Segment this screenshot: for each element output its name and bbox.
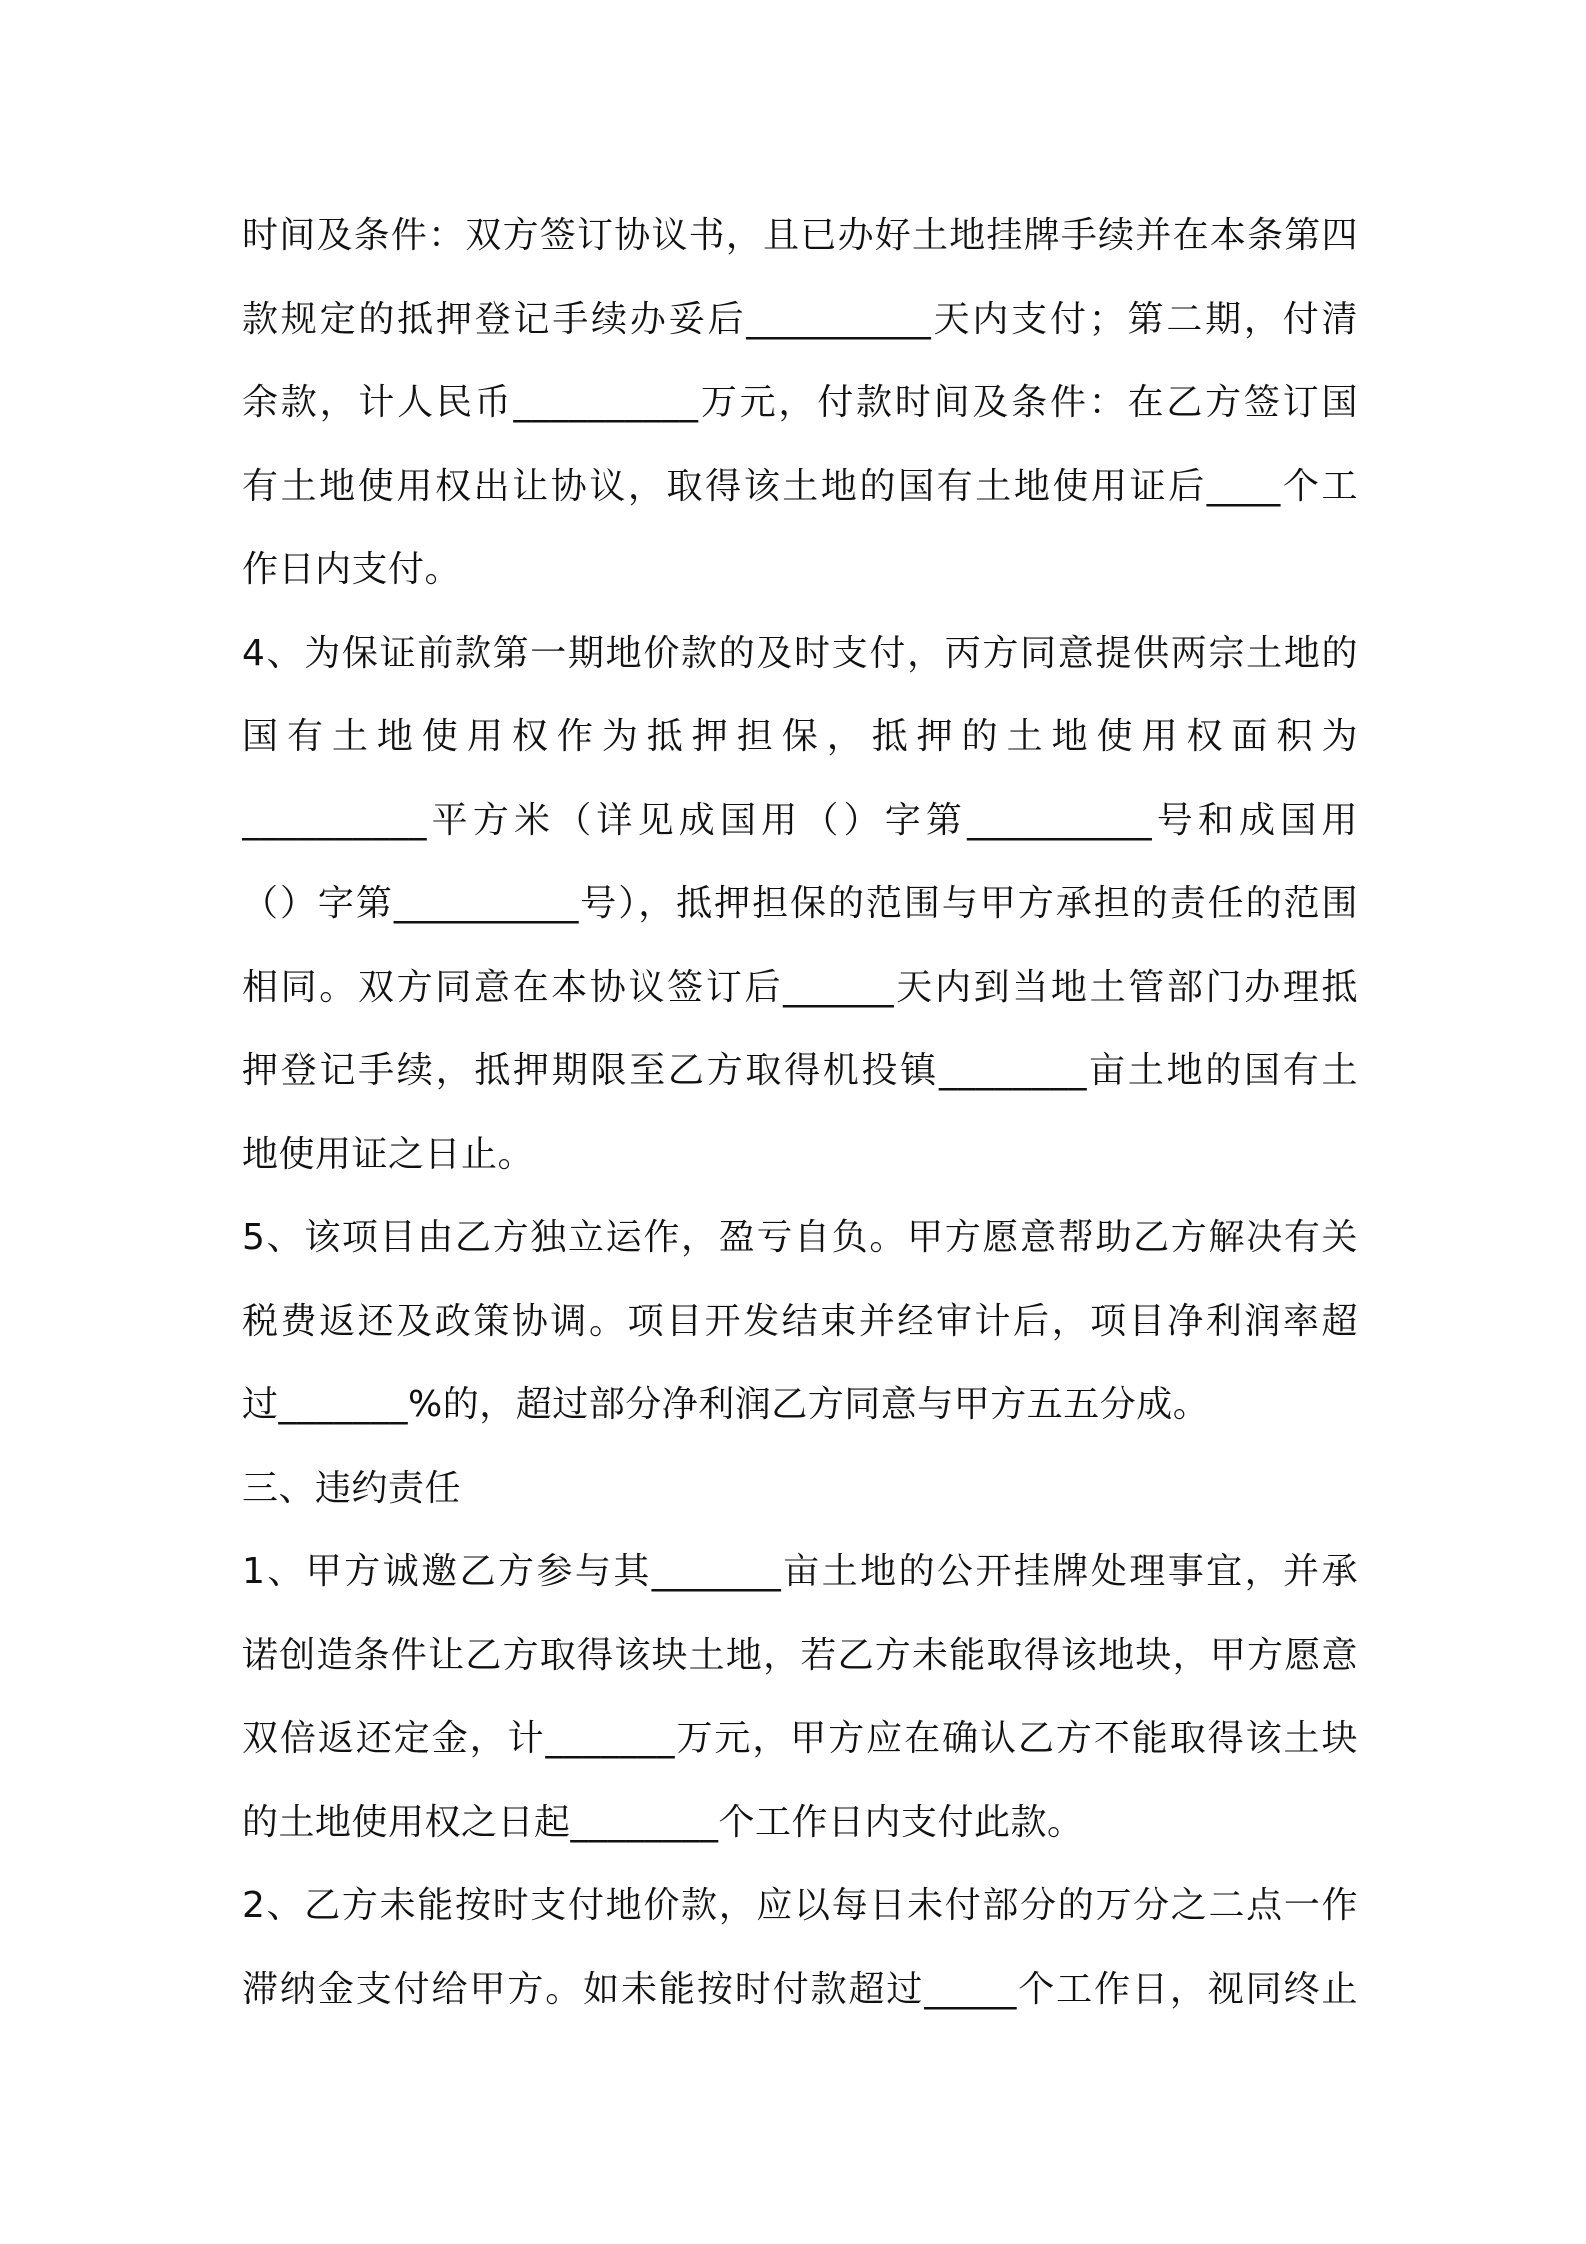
text-line-8: __________平方米（详见成国用（）字第__________号和成国用 (242, 799, 1358, 841)
text-line-19: 双倍返还定金，计_______万元，甲方应在确认乙方不能取得该土块 (242, 1718, 1358, 1759)
text-line-18: 诺创造条件让乙方取得该块土地，若乙方未能取得该地块，甲方愿意 (242, 1634, 1358, 1676)
text-line-14: 税费返还及政策协调。项目开发结束并经审计后，项目净利润率超 (242, 1300, 1358, 1342)
text-line-12: 地使用证之日止。 (242, 1133, 535, 1175)
text-line-21: 2、乙方未能按时支付地价款，应以每日未付部分的万分之二点一作 (242, 1885, 1358, 1926)
text-line-6: 4、为保证前款第一期地价款的及时支付，丙方同意提供两宗土地的 (242, 632, 1358, 674)
text-line-3: 余款，计人民币__________万元，付款时间及条件：在乙方签订国 (242, 382, 1358, 423)
text-line-13: 5、该项目由乙方独立运作，盈亏自负。甲方愿意帮助乙方解决有关 (242, 1217, 1358, 1258)
text-line-5: 作日内支付。 (242, 549, 462, 590)
text-line-11: 押登记手续，抵押期限至乙方取得机投镇________亩土地的国有土 (242, 1050, 1358, 1091)
text-line-17: 1、甲方诚邀乙方参与其_______亩土地的公开挂牌处理事宜，并承 (242, 1551, 1358, 1592)
text-line-4: 有土地使用权出让协议，取得该土地的国有土地使用证后____个工 (242, 465, 1358, 507)
text-line-15: 过_______%的，超过部分净利润乙方同意与甲方五五分成。 (242, 1384, 1210, 1425)
text-line-2: 款规定的抵押登记手续办妥后__________天内支付；第二期，付清 (242, 298, 1358, 340)
text-line-22: 滞纳金支付给甲方。如未能按时付款超过_____个工作日，视同终止 (242, 1968, 1358, 2010)
document-body (242, 194, 1358, 2031)
text-line-20: 的土地使用权之日起________个工作日内支付此款。 (242, 1801, 1084, 1843)
text-line-10: 相同。双方同意在本协议签订后______天内到当地土管部门办理抵 (242, 966, 1358, 1008)
section-heading: 三、违约责任 (242, 1467, 462, 1509)
text-line-9: （）字第__________号），抵押担保的范围与甲方承担的责任的范围 (242, 883, 1358, 924)
text-line-7: 国有土地使用权作为抵押担保，抵押的土地使用权面积为 (242, 716, 1358, 757)
text-line-1: 时间及条件：双方签订协议书，且已办好土地挂牌手续并在本条第四 (242, 215, 1358, 256)
